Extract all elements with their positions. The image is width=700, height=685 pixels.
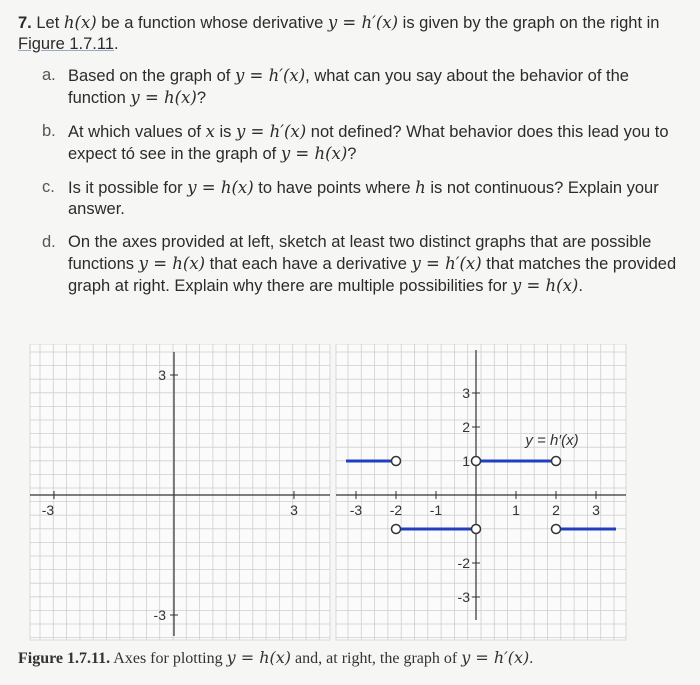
part-math: y = h(x) xyxy=(280,144,348,163)
left-y-tick-label: -3 xyxy=(153,607,166,623)
part-math: y = h(x) xyxy=(511,276,579,295)
part-text: On the axes provided at left, sketch at least two distinct graphs that are possible functions xyxy=(68,233,652,273)
open-point xyxy=(392,525,401,534)
part-math: y = h′(x) xyxy=(235,122,307,141)
problem-stem xyxy=(18,12,684,55)
part-math: x xyxy=(205,122,215,141)
stem-text: . xyxy=(114,35,119,53)
part-math: y = h(x) xyxy=(130,88,197,107)
part-math: h xyxy=(415,178,426,197)
caption-label: Figure 1.7.11. xyxy=(18,650,111,667)
part-math: y = h(x) xyxy=(138,254,206,273)
stem-math: y = h′(x) xyxy=(327,13,399,32)
curve-label: y = h′(x) xyxy=(525,432,579,449)
y-tick-label: 1 xyxy=(462,453,470,469)
x-tick-label: 2 xyxy=(552,502,560,518)
caption-text: and, at right, the graph of xyxy=(295,650,458,667)
part-label: c. xyxy=(42,178,55,196)
part-text: Based on the graph of xyxy=(68,67,235,85)
figure-link[interactable]: Figure 1.7.11 xyxy=(18,35,115,53)
figure-1-7-11 xyxy=(24,344,694,644)
part-math: y = h(x) xyxy=(187,178,254,197)
left-panel-bg xyxy=(30,344,330,640)
figure-caption xyxy=(18,648,688,668)
left-y-tick-label: 3 xyxy=(158,367,166,383)
part-text: At which values of xyxy=(68,123,206,141)
open-point xyxy=(472,457,481,466)
part-text: that each have a derivative xyxy=(205,255,412,273)
stem-math: h(x) xyxy=(63,13,97,32)
caption-text: . xyxy=(529,650,534,667)
stem-text: be a function whose derivative xyxy=(101,14,324,32)
part-text: that matches the provided graph at right. Explain why there are multiple possibilities for xyxy=(68,255,677,295)
part-text: to have points where xyxy=(253,179,416,197)
x-tick-label: 1 xyxy=(512,502,520,518)
x-tick-label: -1 xyxy=(429,502,443,518)
problem-number: 7. xyxy=(18,14,32,32)
x-tick-label: 3 xyxy=(592,502,600,518)
stem-text: Let xyxy=(36,14,60,32)
open-point xyxy=(392,457,401,466)
figure-svg xyxy=(24,344,694,644)
part-d xyxy=(14,232,684,297)
part-math: y = h′(x) xyxy=(411,254,482,273)
part-math: y = h′(x) xyxy=(234,66,306,85)
y-tick-label: 2 xyxy=(462,419,470,435)
y-tick-label: -2 xyxy=(457,555,470,571)
open-point xyxy=(552,525,561,534)
x-tick-label: -2 xyxy=(389,502,403,518)
part-a xyxy=(14,65,684,109)
part-label: b. xyxy=(42,122,56,140)
part-label: d. xyxy=(42,233,56,251)
open-point xyxy=(552,457,561,466)
x-tick-label: -3 xyxy=(349,502,363,518)
caption-math: y = h′(x) xyxy=(461,648,530,667)
parts-list xyxy=(14,65,684,297)
stem-text: is given by the graph on the right in xyxy=(402,14,660,32)
y-tick-label: 3 xyxy=(462,385,470,401)
part-b xyxy=(14,121,684,165)
y-tick-label: -3 xyxy=(457,589,470,605)
open-point xyxy=(472,525,481,534)
part-text: not defined? What behavior does this lead you to expect tó see in the graph of xyxy=(68,123,669,163)
part-c xyxy=(14,177,684,220)
caption-math: y = h(x) xyxy=(226,648,292,667)
part-text: Is it possible for xyxy=(68,179,188,197)
part-label: a. xyxy=(42,66,56,84)
problem-7 xyxy=(14,12,684,309)
part-text: is not continuous? Explain your answer. xyxy=(68,179,659,218)
part-text: ? xyxy=(196,89,207,107)
part-text: ? xyxy=(347,145,357,163)
left-x-tick-label: -3 xyxy=(41,502,55,518)
caption-text: Axes for plotting xyxy=(113,650,223,667)
part-text: , what can you say about the behavior of the function xyxy=(68,67,629,107)
part-text: . xyxy=(578,277,583,295)
left-x-tick-label: 3 xyxy=(290,502,298,518)
part-text: is xyxy=(214,123,236,141)
